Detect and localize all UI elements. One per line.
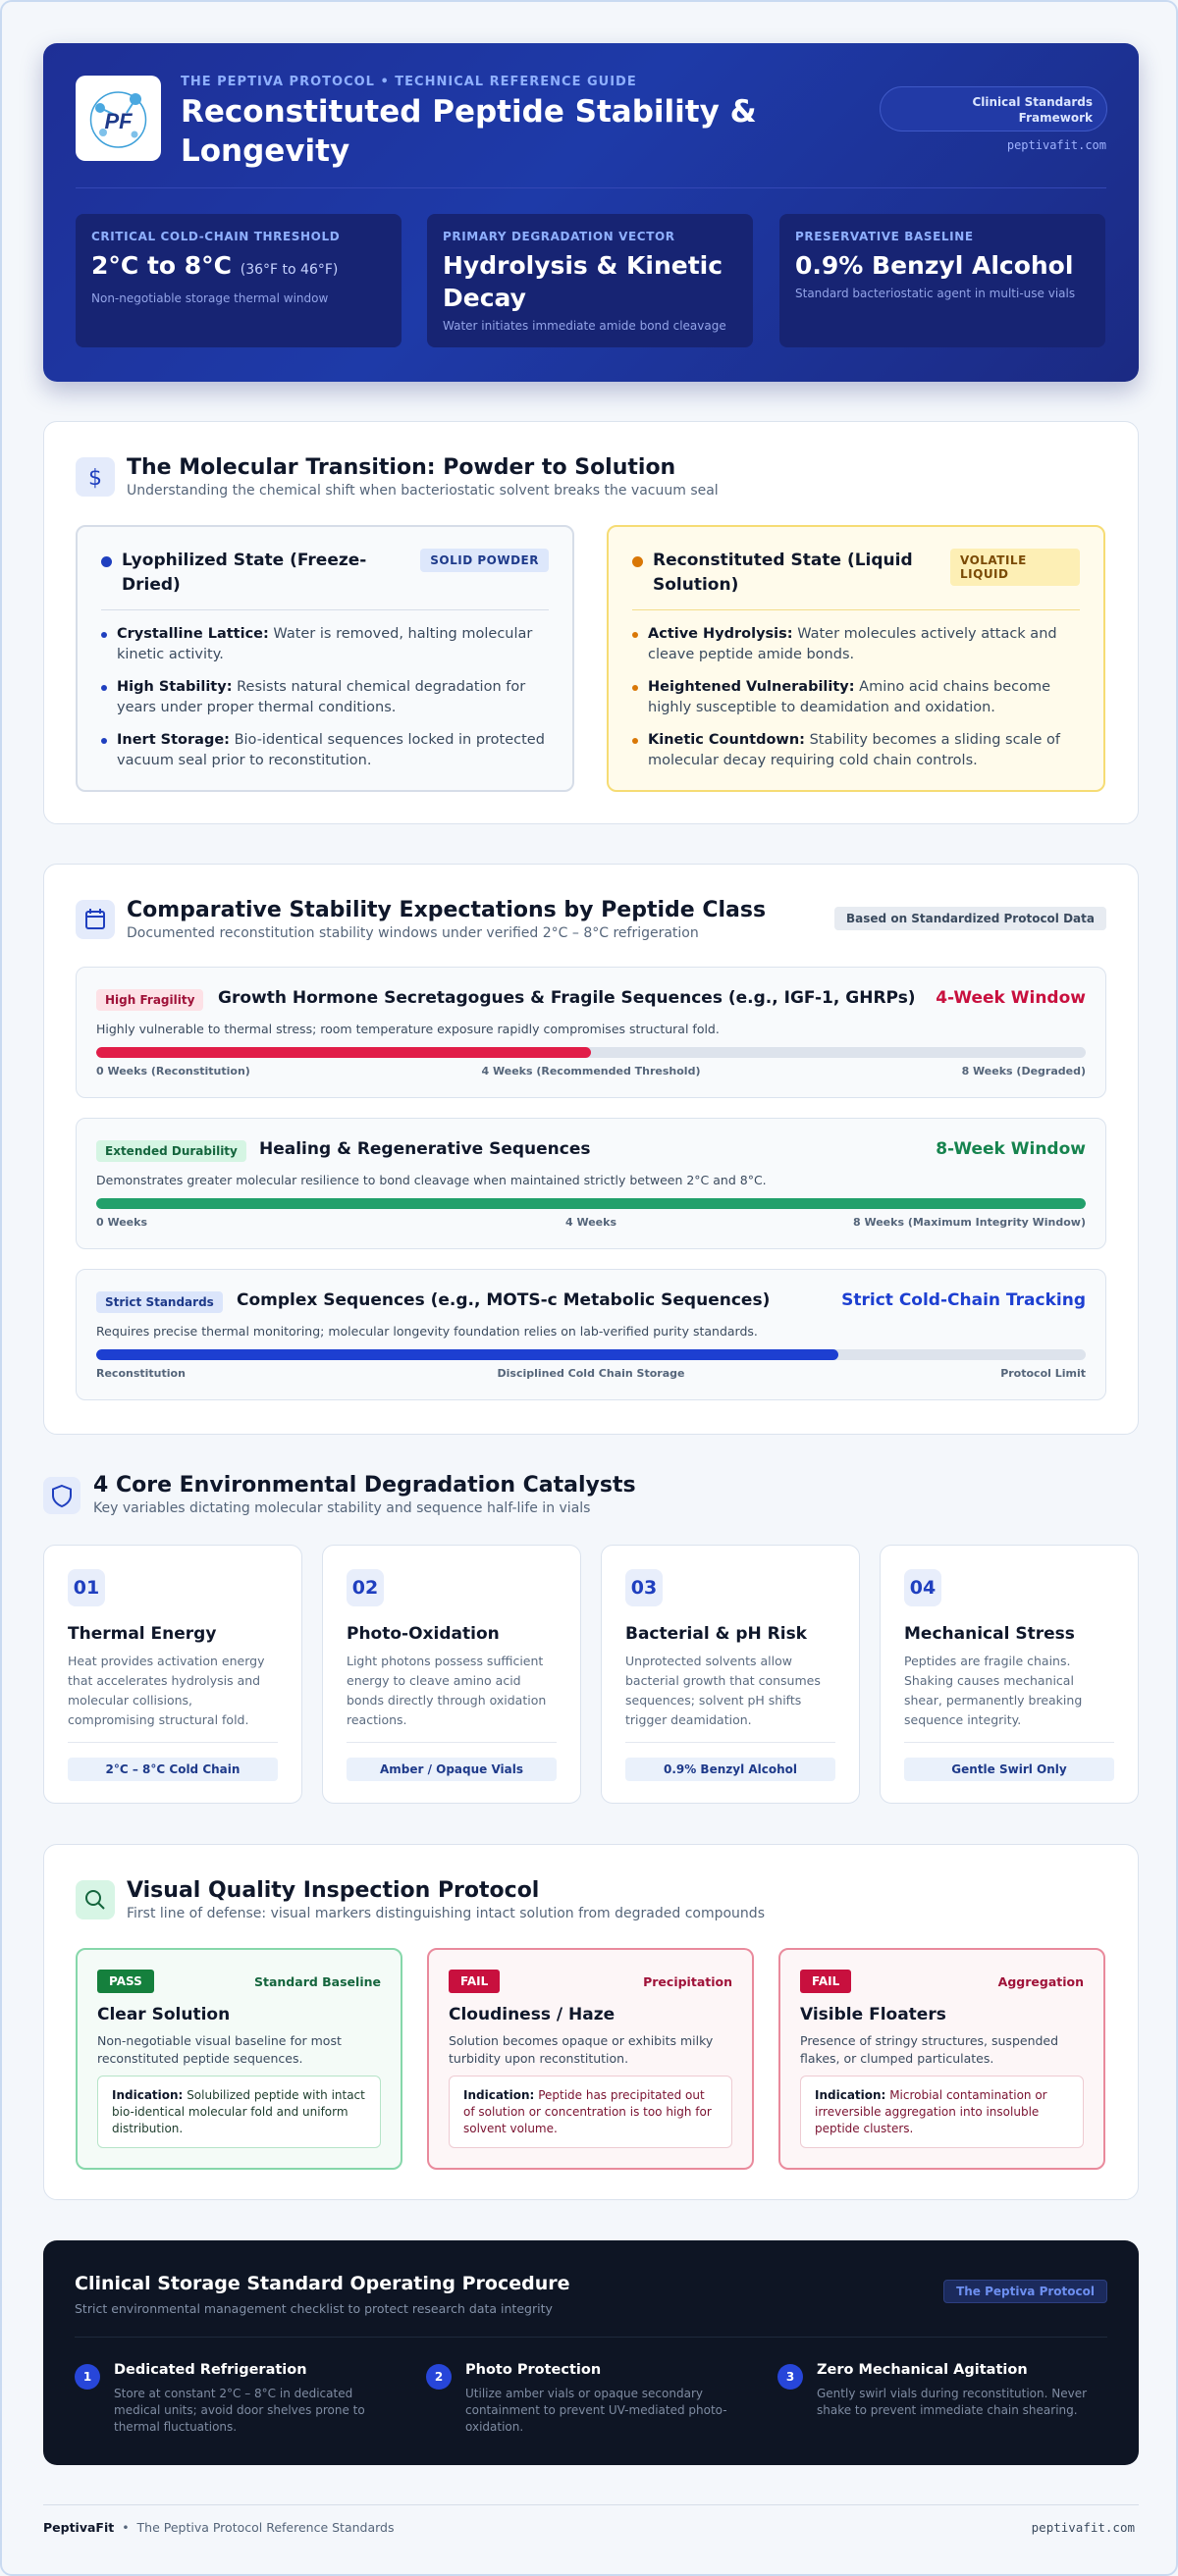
framework-badge-line1: Clinical Standards — [972, 95, 1093, 109]
calendar-icon — [76, 900, 115, 939]
hero-eyebrow: THE PEPTIVA PROTOCOL • TECHNICAL REFERENCE GUIDE — [181, 75, 637, 89]
inspection-title: Visible Floaters — [800, 2005, 946, 2024]
solid-state-panel — [76, 525, 574, 792]
list-item: High Stability: Resists natural chemical degradation for years under proper thermal conditions. — [101, 677, 549, 718]
catalyst-card-thermal — [43, 1545, 302, 1804]
row-description: Demonstrates greater molecular resilience to bond cleavage when maintained strictly between 2°C and 8°C. — [96, 1173, 767, 1187]
window-label: 4-Week Window — [936, 988, 1086, 1008]
catalyst-number: 04 — [904, 1569, 941, 1606]
stat-label: PRIMARY DEGRADATION VECTOR — [443, 230, 675, 243]
inspection-title: Cloudiness / Haze — [449, 2005, 616, 2024]
section-title: The Molecular Transition: Powder to Solution — [127, 455, 676, 480]
step-number: 2 — [426, 2364, 452, 2390]
footer-tagline: The Peptiva Protocol Reference Standards — [136, 2520, 395, 2535]
row-title: Growth Hormone Secretagogues & Fragile Sequences (e.g., IGF-1, GHRPs) — [218, 988, 916, 1008]
row-title: Complex Sequences (e.g., MOTS-c Metabolic Sequences) — [237, 1290, 771, 1310]
catalyst-control: Gentle Swirl Only — [904, 1758, 1114, 1781]
inspection-description: Solution becomes opaque or exhibits milky turbidity upon reconstitution. — [449, 2033, 714, 2066]
step-number: 3 — [777, 2364, 803, 2390]
catalyst-description: Light photons possess sufficient energy to cleave amino acid bonds directly through oxidation reactions. — [347, 1654, 547, 1727]
catalyst-title: Photo-Oxidation — [347, 1624, 500, 1644]
solid-state-list — [101, 624, 549, 771]
step-title: Photo Protection — [465, 2362, 602, 2378]
step-description: Store at constant 2°C – 8°C in dedicated medical units; avoid door shelves prone to thermal fluctuations. — [114, 2387, 365, 2434]
stat-card-preservative — [779, 214, 1105, 347]
stability-fill — [96, 1198, 1086, 1209]
step-title: Zero Mechanical Agitation — [817, 2362, 1028, 2378]
footer-divider — [43, 2504, 1139, 2505]
catalyst-control: 0.9% Benzyl Alcohol — [625, 1758, 835, 1781]
inspection-kind: Aggregation — [997, 1974, 1084, 1989]
list-item: Inert Storage: Bio-identical sequences locked in protected vacuum seal prior to reconstitution. — [101, 730, 549, 771]
catalyst-title: Mechanical Stress — [904, 1624, 1075, 1644]
inspection-description: Non-negotiable visual baseline for most reconstituted peptide sequences. — [97, 2033, 342, 2066]
protocol-data-badge: Based on Standardized Protocol Data — [834, 907, 1106, 930]
strict-tag: Strict Standards — [96, 1291, 223, 1313]
solid-state-title: Lyophilized State (Freeze-Dried) — [122, 551, 367, 595]
catalyst-description: Unprotected solvents allow bacterial growth that consumes sequences; solvent pH shifts trigger deamidation. — [625, 1654, 821, 1727]
stat-value-main: 2°C to 8°C — [91, 251, 233, 280]
footer-separator: • — [122, 2520, 130, 2535]
catalyst-title: Thermal Energy — [68, 1624, 217, 1644]
inspection-title: Clear Solution — [97, 2005, 231, 2024]
stability-row-durable — [76, 1118, 1106, 1249]
row-title: Healing & Regenerative Sequences — [259, 1139, 591, 1159]
list-item: Crystalline Lattice: Water is removed, halting molecular kinetic activity. — [101, 624, 549, 665]
stat-value-small: (36°F to 46°F) — [240, 262, 339, 278]
divider — [347, 1742, 557, 1743]
axis-label-end: Protocol Limit — [1000, 1367, 1086, 1380]
row-description: Requires precise thermal monitoring; molecular longevity foundation relies on lab-verified purity standards. — [96, 1324, 758, 1339]
molecular-transition-section — [43, 421, 1139, 824]
catalyst-control: 2°C – 8°C Cold Chain — [68, 1758, 278, 1781]
liquid-state-header — [632, 549, 1080, 610]
stat-value — [91, 249, 386, 287]
catalyst-description: Heat provides activation energy that accelerates hydrolysis and molecular collisions, compromising structural fold. — [68, 1654, 265, 1727]
catalyst-number: 02 — [347, 1569, 384, 1606]
page-title: Reconstituted Peptide Stability & Longevity — [181, 94, 757, 169]
sop-subtitle: Strict environmental management checklist to protect research data integrity — [75, 2301, 553, 2316]
stability-track — [96, 1349, 1086, 1360]
axis-label-start: 0 Weeks — [96, 1216, 148, 1229]
inspection-section — [43, 1844, 1139, 2200]
stat-sub: Standard bacteriostatic agent in multi-use vials — [795, 287, 1076, 300]
list-item: Active Hydrolysis: Water molecules actively attack and cleave peptide amide bonds. — [632, 624, 1080, 665]
stability-row-fragile — [76, 967, 1106, 1098]
axis-label-start: 0 Weeks (Reconstitution) — [96, 1065, 250, 1078]
stat-sub: Non-negotiable storage thermal window — [91, 291, 329, 305]
section-title: Visual Quality Inspection Protocol — [127, 1878, 540, 1903]
footer-text — [43, 2520, 395, 2535]
inspection-description: Presence of stringy structures, suspended flakes, or clumped particulates. — [800, 2033, 1059, 2066]
catalyst-control: Amber / Opaque Vials — [347, 1758, 557, 1781]
indication-box: Indication: Peptide has precipitated out of solution or concentration is too high for solvent volume. — [449, 2076, 732, 2148]
list-item: Heightened Vulnerability: Amino acid chains become highly susceptible to deamidation and oxidation. — [632, 677, 1080, 718]
dollar-icon — [76, 457, 115, 497]
list-item: Kinetic Countdown: Stability becomes a sliding scale of molecular decay requiring cold chain controls. — [632, 730, 1080, 771]
sop-panel — [43, 2240, 1139, 2465]
fail-badge: FAIL — [449, 1970, 500, 1993]
stat-card-degradation — [427, 214, 753, 347]
sop-title: Clinical Storage Standard Operating Procedure — [75, 2273, 570, 2294]
indication-box: Indication: Solubilized peptide with intact bio-identical molecular fold and uniform distribution. — [97, 2076, 381, 2148]
stability-track — [96, 1198, 1086, 1209]
axis-label-start: Reconstitution — [96, 1367, 186, 1380]
pass-badge: PASS — [97, 1970, 154, 1993]
svg-text:$: $ — [88, 466, 102, 491]
step-number: 1 — [75, 2364, 100, 2390]
molecule-logo-icon — [76, 76, 161, 161]
framework-badge-line2: Framework — [1018, 111, 1093, 125]
stability-fill — [96, 1349, 838, 1360]
divider — [68, 1742, 278, 1743]
stat-card-threshold — [76, 214, 402, 347]
axis-label-mid: Disciplined Cold Chain Storage — [497, 1367, 685, 1380]
axis-label-mid: 4 Weeks (Recommended Threshold) — [481, 1065, 701, 1078]
window-label: 8-Week Window — [936, 1139, 1086, 1159]
liquid-state-title: Reconstituted State (Liquid Solution) — [653, 551, 913, 595]
stability-row-strict — [76, 1269, 1106, 1400]
stat-label: CRITICAL COLD-CHAIN THRESHOLD — [91, 230, 341, 243]
liquid-state-panel — [607, 525, 1105, 792]
stat-value: 0.9% Benzyl Alcohol — [795, 251, 1074, 280]
catalyst-title: Bacterial & pH Risk — [625, 1624, 807, 1644]
solid-powder-badge: SOLID POWDER — [420, 549, 549, 572]
row-description: Highly vulnerable to thermal stress; room temperature exposure rapidly compromises structural fold. — [96, 1022, 720, 1036]
axis-label-end: 8 Weeks (Maximum Integrity Window) — [852, 1216, 1086, 1229]
window-label: Strict Cold-Chain Tracking — [841, 1290, 1086, 1310]
catalyst-card-bacterial — [601, 1545, 860, 1804]
stat-label: PRESERVATIVE BASELINE — [795, 230, 974, 243]
inspection-kind: Standard Baseline — [254, 1974, 381, 1989]
step-description: Gently swirl vials during reconstitution. Never shake to prevent immediate chain shearing. — [817, 2387, 1088, 2417]
divider — [75, 2337, 1107, 2338]
status-dot-icon — [101, 556, 112, 567]
footer-site-link[interactable]: peptivafit.com — [1031, 2520, 1135, 2535]
hero-site-link[interactable]: peptivafit.com — [1006, 138, 1106, 152]
stability-fill — [96, 1047, 591, 1058]
divider — [904, 1742, 1114, 1743]
catalyst-number: 03 — [625, 1569, 663, 1606]
durability-tag: Extended Durability — [96, 1140, 246, 1162]
hero-divider — [76, 187, 1106, 188]
brand-logo — [76, 76, 161, 161]
solid-state-header — [101, 549, 549, 610]
framework-badge — [880, 86, 1107, 131]
inspection-kind: Precipitation — [643, 1974, 732, 1989]
peptiva-protocol-badge: The Peptiva Protocol — [943, 2280, 1107, 2303]
inspection-card-clear — [76, 1948, 402, 2170]
shield-icon — [43, 1477, 80, 1514]
section-title: 4 Core Environmental Degradation Catalysts — [93, 1473, 636, 1498]
section-subtitle: Documented reconstitution stability windows under verified 2°C – 8°C refrigeration — [127, 925, 699, 941]
status-dot-icon — [632, 556, 643, 567]
axis-label-mid: 4 Weeks — [564, 1216, 616, 1229]
footer-brand: PeptivaFit — [43, 2520, 115, 2535]
stat-sub: Water initiates immediate amide bond cleavage — [443, 319, 726, 333]
hero-header — [43, 43, 1139, 382]
section-title: Comparative Stability Expectations by Peptide Class — [127, 898, 767, 922]
fragility-tag: High Fragility — [96, 989, 203, 1011]
search-icon — [76, 1880, 115, 1919]
section-subtitle: First line of defense: visual markers distinguishing intact solution from degraded compounds — [127, 1906, 765, 1921]
catalyst-description: Peptides are fragile chains. Shaking causes mechanical shear, permanently breaking sequence integrity. — [904, 1654, 1083, 1727]
catalyst-number: 01 — [68, 1569, 105, 1606]
volatile-liquid-badge: VOLATILE LIQUID — [950, 549, 1080, 586]
section-subtitle: Understanding the chemical shift when bacteriostatic solvent breaks the vacuum seal — [127, 483, 719, 499]
liquid-state-list — [632, 624, 1080, 771]
catalyst-card-mechanical — [880, 1545, 1139, 1804]
inspection-card-floaters — [778, 1948, 1105, 2170]
section-subtitle: Key variables dictating molecular stability and sequence half-life in vials — [93, 1500, 591, 1516]
stability-section — [43, 864, 1139, 1435]
stat-value: Hydrolysis & Kinetic Decay — [443, 251, 723, 312]
catalyst-card-photo — [322, 1545, 581, 1804]
axis-label-end: 8 Weeks (Degraded) — [961, 1065, 1086, 1078]
stability-track — [96, 1047, 1086, 1058]
fail-badge: FAIL — [800, 1970, 851, 1993]
inspection-card-cloudiness — [427, 1948, 754, 2170]
indication-box: Indication: Microbial contamination or irreversible aggregation into insoluble peptide clusters. — [800, 2076, 1084, 2148]
step-description: Utilize amber vials or opaque secondary containment to prevent UV-mediated photo-oxidation. — [465, 2387, 727, 2434]
svg-text:PF: PF — [104, 109, 133, 133]
step-title: Dedicated Refrigeration — [114, 2362, 307, 2378]
divider — [625, 1742, 835, 1743]
